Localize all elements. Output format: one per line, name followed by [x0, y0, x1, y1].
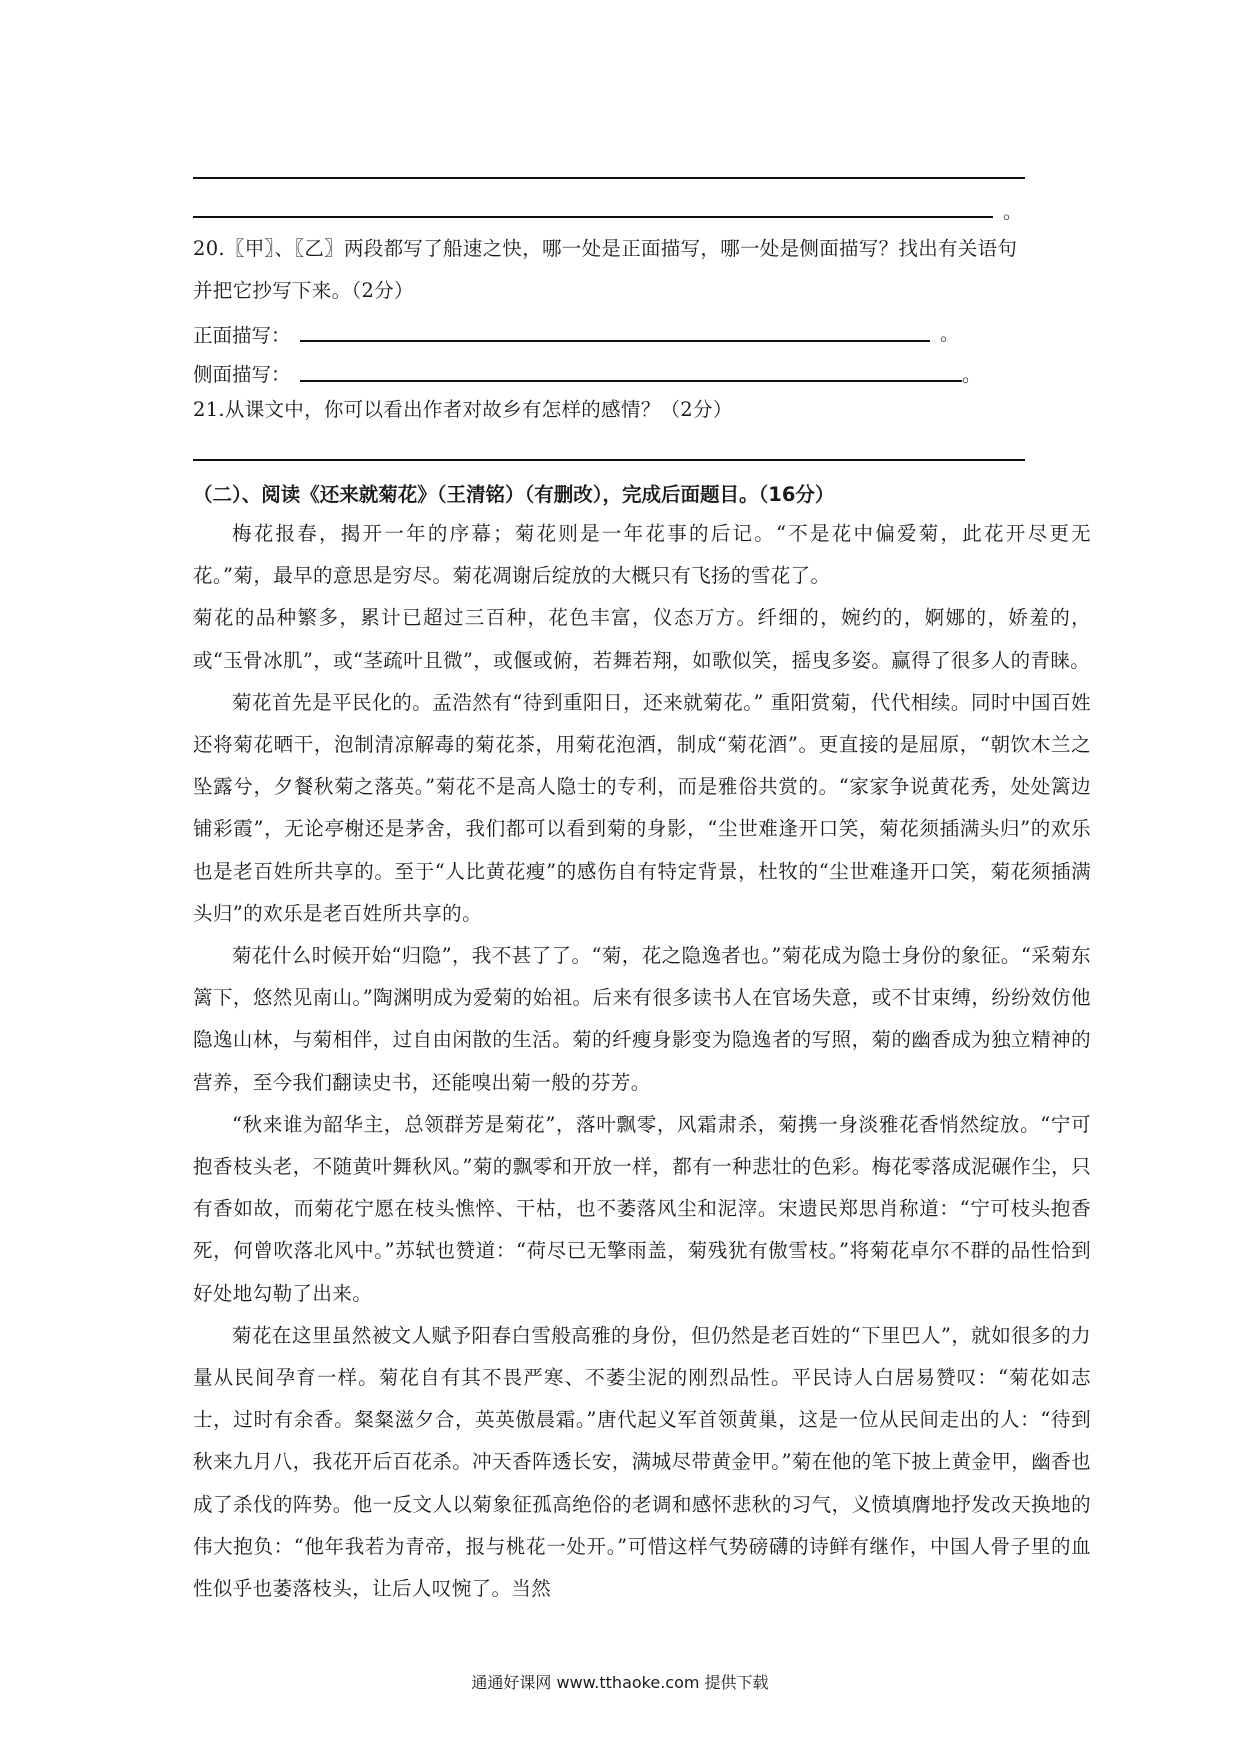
answer-line: [193, 177, 1025, 179]
page-footer: 通通好课网 www.tthaoke.com 提供下载: [471, 1673, 769, 1692]
passage-paragraph-3: 菊花首先是平民化的。孟浩然有“待到重阳日，还来就菊花。” 重阳赏菊，代代相续。同时中国百姓还将菊花晒干，泡制清凉解毒的菊花茶，用菊花泡酒，制成“菊花酒”。更直接的是屈原，“朝饮木兰之坠露兮，夕餐秋菊之落英。”菊花不是高人隐士的专利，而是雅俗共赏的。“家家争说黄花秀，处处篱边铺彩霞”，无论亭榭还是茅舍，我们都可以看到菊的身影，“尘世难逢开口笑，菊花须插满头归”的欢乐也是老百姓所共享的。至于“人比黄花瘦”的感伤自有特定背景，杜牧的“尘世难逢开口笑，菊花须插满头归”的欢乐是老百姓所共享的。: [193, 690, 1091, 925]
answer-period: 。: [1003, 201, 1023, 223]
question-20-line-1: 20.〖甲〗、〖乙〗两段都写了船速之快，哪一处是正面描写，哪一处是侧面描写？找出有关语句: [193, 237, 1018, 260]
side-description-label: 侧面描写：: [193, 363, 291, 386]
passage-paragraph-5: “秋来谁为韶华主，总领群芳是菊花”，落叶飘零，风霜肃杀，菊携一身淡雅花香悄然绽放。“宁可抱香枝头老，不随黄叶舞秋风。”菊的飘零和开放一样，都有一种悲壮的色彩。梅花零落成泥碾作尘，只有香如故，而菊花宁愿在枝头憔悴、干枯，也不萎落风尘和泥滓。宋遗民郑思肖称道：“宁可枝头抱香死，何曾吹落北风中。”苏轼也赞道：“荷尽已无擎雨盖，菊残犹有傲雪枝。”将菊花卓尔不群的品性恰到好处地勾勒了出来。: [193, 1112, 1091, 1305]
front-description-label: 正面描写：: [193, 324, 291, 347]
question-20-line-2: 并把它抄写下来。（2分）: [193, 279, 414, 302]
passage-paragraph-2: 菊花的品种繁多，累计已超过三百种，花色丰富，仪态万方。纤细的，婉约的，婀娜的，娇羞的，或“玉骨冰肌”，或“茎疏叶且微”，或偃或俯，若舞若翔，如歌似笑，摇曳多姿。赢得了很多人的青睐。: [193, 606, 1091, 672]
passage-paragraph-1: 梅花报春，揭开一年的序幕；菊花则是一年花事的后记。“不是花中偏爱菊，此花开尽更无花。”菊，最早的意思是穷尽。菊花凋谢后绽放的大概只有飞扬的雪花了。: [193, 522, 1091, 588]
front-description-period: 。: [940, 323, 960, 345]
side-description-period: 。: [962, 364, 982, 386]
reading-passage: [193, 513, 1091, 1610]
question-21: 21.从课文中，你可以看出作者对故乡有怎样的感情？（2分）: [193, 398, 733, 421]
answer-line: [193, 216, 993, 218]
question-21-answer-line[interactable]: [193, 459, 1025, 461]
front-description-answer-line[interactable]: [300, 340, 930, 342]
side-description-answer-line[interactable]: [300, 380, 962, 382]
passage-paragraph-6: 菊花在这里虽然被文人赋予阳春白雪般高雅的身份，但仍然是老百姓的“下里巴人”，就如很多的力量从民间孕育一样。菊花自有其不畏严寒、不萎尘泥的刚烈品性。平民诗人白居易赞叹：“菊花如志士，过时有余香。粲粲滋夕合，英英傲晨霜。”唐代起义军首领黄巢，这是一位从民间走出的人：“待到秋来九月八，我花开后百花杀。冲天香阵透长安，满城尽带黄金甲。”菊在他的笔下披上黄金甲，幽香也成了杀伐的阵势。他一反文人以菊象征孤高绝俗的老调和感怀悲秋的习气，义愤填膺地抒发改天换地的伟大抱负：“他年我若为青帝，报与桃花一处开。”可惜这样气势磅礴的诗鲜有继作，中国人骨子里的血性似乎也萎落枝头，让后人叹惋了。当然: [193, 1323, 1091, 1601]
passage-paragraph-4: 菊花什么时候开始“归隐”，我不甚了了。“菊，花之隐逸者也。”菊花成为隐士身份的象征。“采菊东篱下，悠然见南山。”陶渊明成为爱菊的始祖。后来有很多读书人在官场失意，或不甘束缚，纷纷效仿他隐逸山林，与菊相伴，过自由闲散的生活。菊的纤瘦身影变为隐逸者的写照，菊的幽香成为独立精神的营养，至今我们翻读史书，还能嗅出菊一般的芬芳。: [193, 944, 1091, 1094]
section-title: （二）、阅读《还来就菊花》（王清铭）（有删改），完成后面题目。（16分）: [193, 483, 835, 506]
